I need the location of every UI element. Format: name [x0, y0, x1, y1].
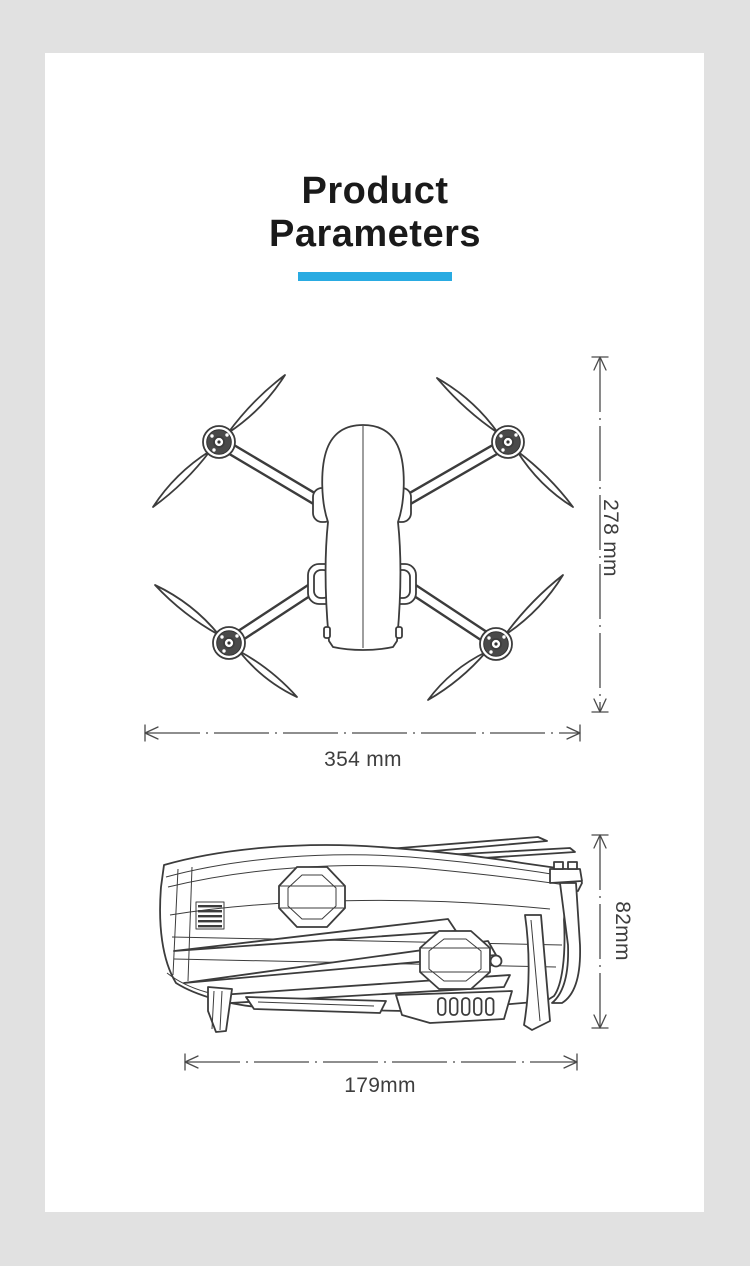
drone-top-view-figure	[130, 350, 630, 780]
page-title	[0, 170, 750, 256]
front-landing-leg	[208, 987, 232, 1032]
top-view-width-dimension-line	[145, 725, 580, 741]
top-view-width-dimension-label: 354 mm	[324, 748, 402, 771]
top-view-height-dimension-label: 278 mm	[599, 499, 622, 577]
drone-side-view-figure	[150, 825, 630, 1095]
drone-side-view-drawing	[150, 825, 630, 1095]
side-view-height-dimension-label: 82mm	[611, 901, 634, 961]
side-view-height-dimension-line	[592, 835, 608, 1028]
drone-top-view-drawing	[130, 350, 630, 780]
motor-rear-right-icon	[480, 628, 512, 660]
battery-vent-slots	[396, 991, 512, 1023]
motor-front-right-icon	[492, 426, 524, 458]
page-title-line2: Parameters	[268, 213, 482, 255]
drone-body-top	[322, 425, 404, 650]
motor-pod-upper-icon	[279, 867, 345, 927]
motor-rear-left-icon	[213, 627, 245, 659]
title-accent-underline	[298, 272, 452, 281]
motor-front-left-icon	[203, 426, 235, 458]
side-view-width-dimension-label: 179mm	[344, 1074, 416, 1097]
page-title-line1: Product	[301, 170, 449, 212]
side-view-width-dimension-line	[185, 1054, 577, 1070]
